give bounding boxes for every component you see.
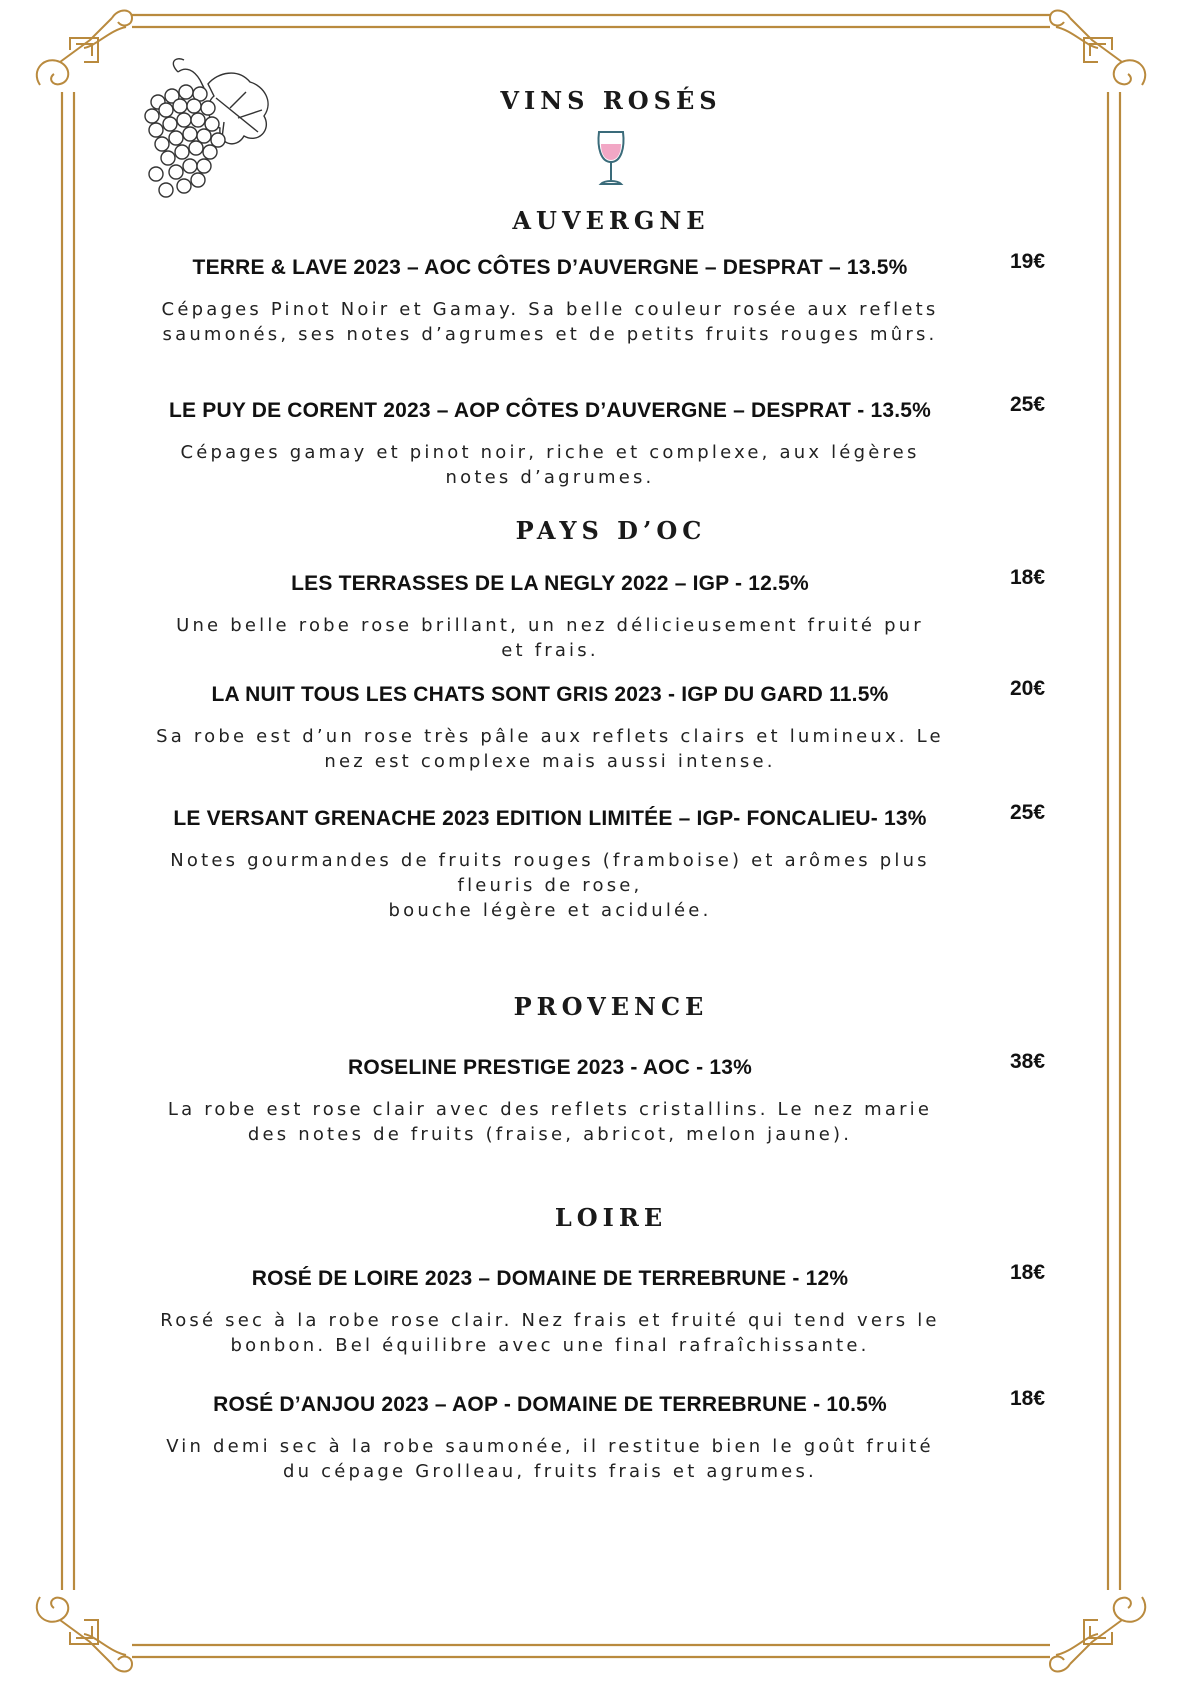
wine-price: 19€ (1010, 250, 1046, 273)
description-line: Cépages Pinot Noir et Gamay. Sa belle couleur rosée aux reflets (161, 299, 939, 320)
wine-description (110, 848, 990, 923)
wine-price: 25€ (1010, 393, 1046, 416)
description-line: du cépage Grolleau, fruits frais et agrumes. (283, 1461, 817, 1482)
description-line: Vin demi sec à la robe saumonée, il restitue bien le goût fruité (166, 1436, 934, 1457)
description-line: Cépages gamay et pinot noir, riche et complexe, aux légères (180, 442, 920, 463)
description-line: notes d’agrumes. (445, 467, 655, 488)
description-line: saumonés, ses notes d’agrumes et de petits fruits rouges mûrs. (162, 324, 938, 345)
wine-description (110, 1308, 990, 1358)
wine-name: ROSÉ DE LOIRE 2023 – DOMAINE DE TERREBRUNE - 12% (251, 1267, 849, 1290)
wine-description (110, 1097, 990, 1147)
wine-price: 38€ (1010, 1050, 1046, 1073)
wine-name: LA NUIT TOUS LES CHATS SONT GRIS 2023 - IGP DU GARD 11.5% (211, 683, 889, 706)
description-line: Rosé sec à la robe rose clair. Nez frais et fruité qui tend vers le (160, 1310, 940, 1331)
description-line: bonbon. Bel équilibre avec une final rafraîchissante. (230, 1335, 870, 1356)
wine-price: 18€ (1010, 1261, 1046, 1284)
description-line: des notes de fruits (fraise, abricot, melon jaune). (247, 1124, 853, 1145)
region-heading-pays-doc: PAYS D’OC (515, 516, 707, 545)
wine-glass-icon (593, 128, 629, 190)
wine-name: TERRE & LAVE 2023 – AOC CÔTES D’AUVERGNE – DESPRAT – 13.5% (192, 256, 908, 279)
wine-name: LE VERSANT GRENACHE 2023 EDITION LIMITÉE – IGP- FONCALIEU- 13% (173, 807, 927, 830)
wine-description (110, 613, 990, 663)
description-line: La robe est rose clair avec des reflets cristallins. Le nez marie (167, 1099, 933, 1120)
description-line: nez est complexe mais aussi intense. (324, 751, 776, 772)
wine-price: 18€ (1010, 1387, 1046, 1410)
description-line: fleuris de rose, (457, 875, 643, 896)
page-title: VINS ROSÉS (500, 86, 722, 115)
description-line: Notes gourmandes de fruits rouges (framboise) et arômes plus (170, 850, 930, 871)
wine-description (110, 1434, 990, 1484)
wine-price: 18€ (1010, 566, 1046, 589)
description-line: Sa robe est d’un rose très pâle aux reflets clairs et lumineux. Le (156, 726, 944, 747)
region-heading-auvergne: AUVERGNE (512, 206, 710, 235)
description-line: Une belle robe rose brillant, un nez délicieusement fruité pur (176, 615, 924, 636)
description-line: et frais. (501, 640, 599, 661)
wine-name: LES TERRASSES DE LA NEGLY 2022 – IGP - 12.5% (291, 572, 809, 595)
wine-name: ROSELINE PRESTIGE 2023 - AOC - 13% (348, 1056, 752, 1079)
wine-price: 20€ (1010, 677, 1046, 700)
wine-price: 25€ (1010, 801, 1046, 824)
region-heading-loire: LOIRE (554, 1203, 668, 1232)
wine-name: ROSÉ D’ANJOU 2023 – AOP - DOMAINE DE TERREBRUNE - 10.5% (213, 1393, 887, 1416)
wine-description (110, 297, 990, 347)
description-line: bouche légère et acidulée. (388, 900, 712, 921)
wine-name: LE PUY DE CORENT 2023 – AOP CÔTES D’AUVERGNE – DESPRAT - 13.5% (169, 399, 931, 422)
region-heading-provence: PROVENCE (513, 992, 709, 1021)
wine-description (110, 440, 990, 490)
wine-description (110, 724, 990, 774)
